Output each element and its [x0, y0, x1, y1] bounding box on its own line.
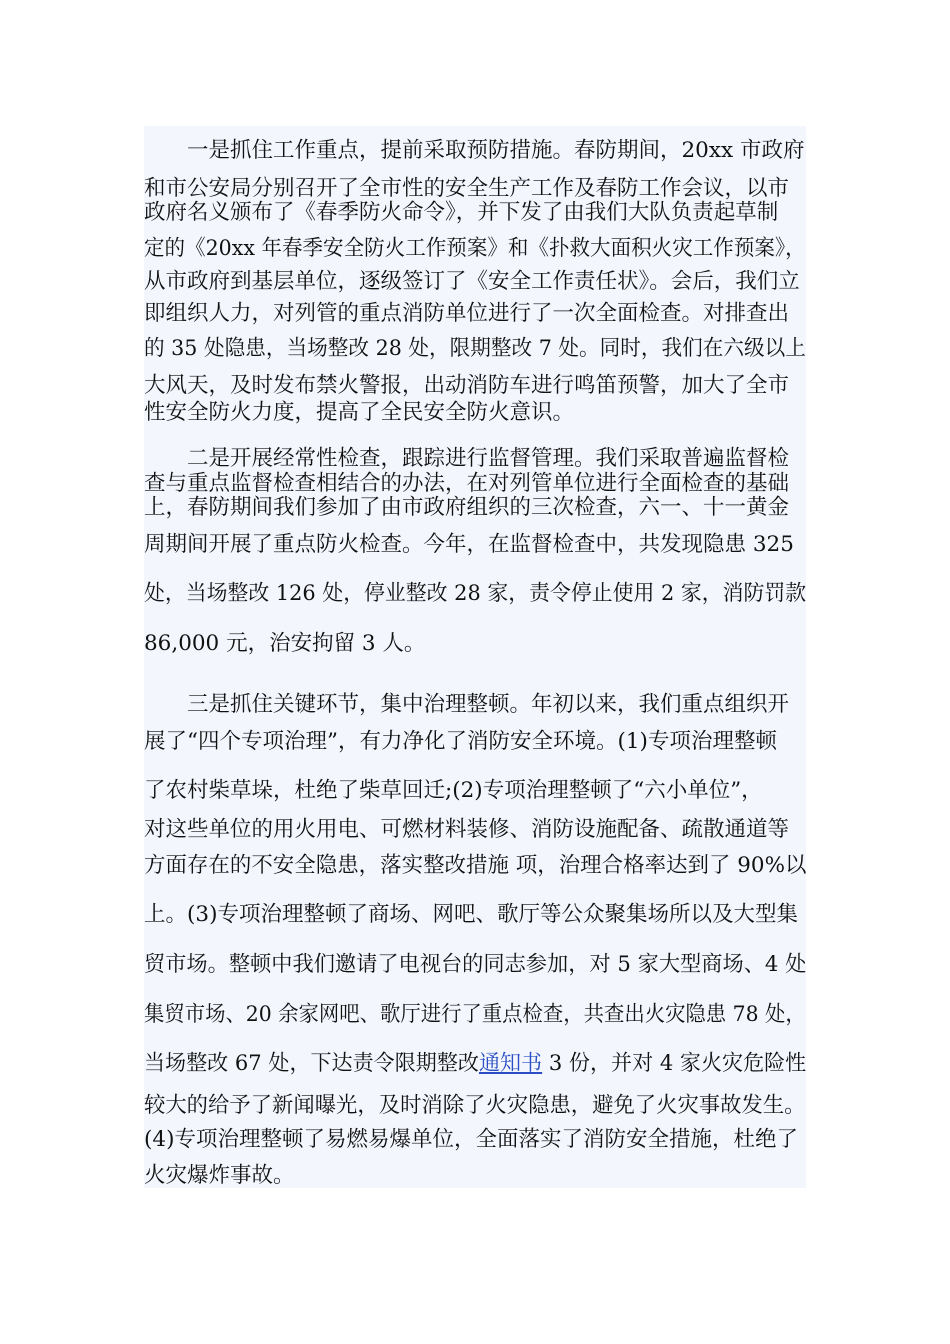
- notice-link[interactable]: 通知书: [478, 1051, 543, 1076]
- paragraph-2-line-6: 86,000 元，治安拘留 3 人。: [144, 631, 426, 656]
- paragraph-3-line-2: 展了“四个专项治理”，有力净化了消防安全环境。(1)专项治理整顿: [144, 729, 777, 754]
- paragraph-3-line-6: 上。(3)专项治理整顿了商场、网吧、歌厅等公众聚集场所以及大型集: [144, 902, 798, 927]
- paragraph-1-line-6: 即组织人力，对列管的重点消防单位进行了一次全面检查。对排查出: [144, 301, 790, 326]
- paragraph-1-line-4: 定的《20xx 年春季安全防火工作预案》和《扑救大面积火灾工作预案》，: [144, 236, 806, 261]
- paragraph-1-line-9: 性安全防火力度，提高了全民安全防火意识。: [144, 400, 575, 425]
- paragraph-2-line-4: 周期间开展了重点防火检查。今年，在监督检查中，共发现隐患 325: [144, 532, 794, 557]
- paragraph-1-line-7: 的 35 处隐患，当场整改 28 处，限期整改 7 处。同时，我们在六级以上: [144, 336, 806, 361]
- paragraph-3-line-10: 较大的给予了新闻曝光，及时消除了火灾隐患，避免了火灾事故发生。: [144, 1093, 806, 1118]
- paragraph-1-line-5: 从市政府到基层单位，逐级签订了《安全工作责任状》。会后，我们立: [144, 269, 800, 294]
- paragraph-3-line-5: 方面存在的不安全隐患，落实整改措施 项，治理合格率达到了 90%以: [144, 853, 807, 878]
- paragraph-3-line-3: 了农村柴草垛，杜绝了柴草回迁;(2)专项治理整顿了“六小单位”，: [144, 778, 763, 803]
- paragraph-1-line-8: 大风天，及时发布禁火警报，出动消防车进行鸣笛预警，加大了全市: [144, 373, 790, 398]
- paragraph-3-line-9: [144, 1050, 806, 1078]
- paragraph-2-line-3: 上，春防期间我们参加了由市政府组织的三次检查，六一、十一黄金: [144, 495, 790, 520]
- line-text-after-link: 3 份，并对 4 家火灾危险性: [542, 1051, 807, 1076]
- paragraph-2-line-1: 二是开展经常性检查，跟踪进行监督管理。我们采取普遍监督检: [144, 446, 790, 471]
- paragraph-1-line-3: 政府名义颁布了《春季防火命令》，并下发了由我们大队负责起草制: [144, 200, 779, 225]
- paragraph-2-line-2: 查与重点监督检查相结合的办法，在对列管单位进行全面检查的基础: [144, 471, 790, 496]
- paragraph-1-line-2: 和市公安局分别召开了全市性的安全生产工作及春防工作会议，以市: [144, 176, 790, 201]
- paragraph-1-line-1: 一是抓住工作重点，提前采取预防措施。春防期间，20xx 市政府: [144, 138, 805, 163]
- paragraph-3-line-11: (4)专项治理整顿了易燃易爆单位，全面落实了消防安全措施，杜绝了: [144, 1127, 798, 1152]
- paragraph-3-line-12: 火灾爆炸事故。: [144, 1163, 295, 1188]
- paragraph-2-line-5: 处，当场整改 126 处，停业整改 28 家，责令停止使用 2 家，消防罚款: [144, 581, 807, 606]
- paragraph-3-line-7: 贸市场。整顿中我们邀请了电视台的同志参加，对 5 家大型商场、4 处: [144, 952, 807, 977]
- line-text-before-link: 当场整改 67 处，下达责令限期整改: [144, 1051, 479, 1076]
- paragraph-3-line-8: 集贸市场、20 余家网吧、歌厅进行了重点检查，共查出火灾隐患 78 处，: [144, 1002, 806, 1027]
- paragraph-3-line-1: 三是抓住关键环节，集中治理整顿。年初以来，我们重点组织开: [144, 692, 790, 717]
- paragraph-3-line-4: 对这些单位的用火用电、可燃材料装修、消防设施配备、疏散通道等: [144, 817, 790, 842]
